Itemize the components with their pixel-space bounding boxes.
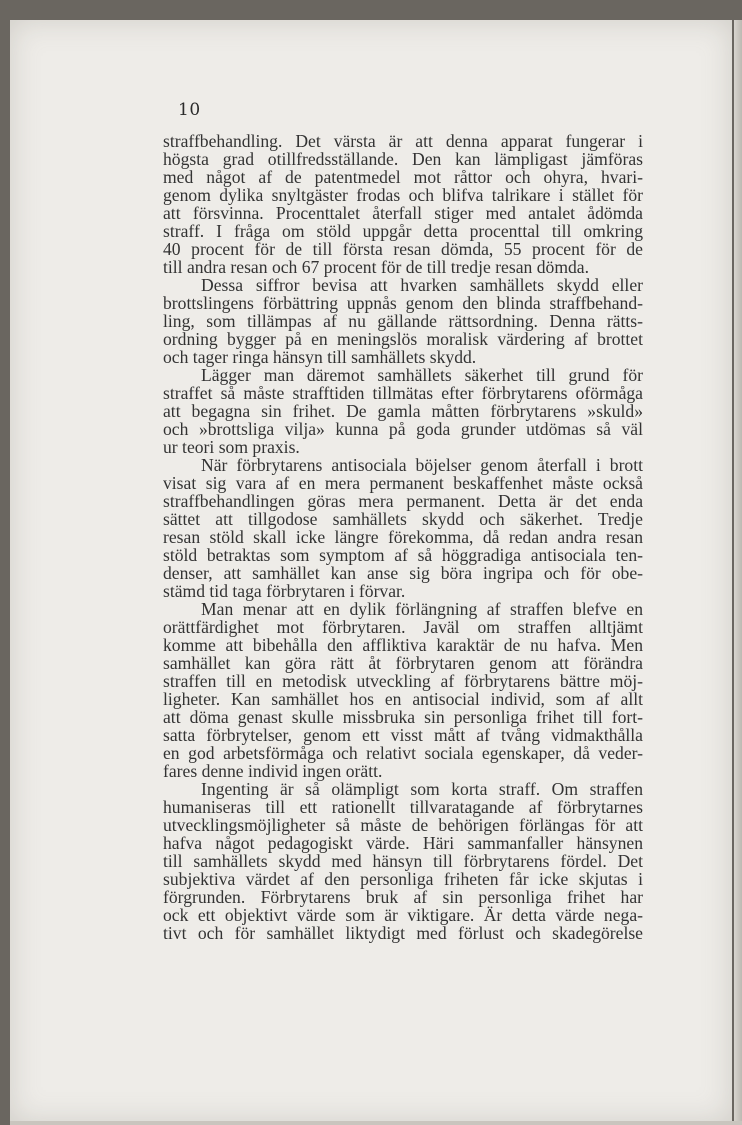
text-line: Dessa siffror bevisa att hvarken samhällets skydd eller <box>201 275 643 295</box>
text-line: straff. I fråga om stöld uppgår detta procenttal till omkring <box>163 221 643 241</box>
text-line: samhället kan göra rätt åt förbrytaren genom att förändra <box>163 653 643 673</box>
text-line: genom dylika snyltgäster frodas och blifva talrikare i stället för <box>163 185 643 205</box>
text-line: orättfärdighet mot förbrytaren. Javäl om straffen alltjämt <box>163 617 643 637</box>
text-line: tivt och för samhället liktydigt med förlust och skadegörelse <box>163 923 643 943</box>
page-edge-right <box>734 20 742 1123</box>
text-line: att döma genast skulle missbruka sin personliga frihet till fort- <box>163 707 643 727</box>
text-line: När förbrytarens antisociala böjelser genom återfall i brott <box>201 455 643 475</box>
text-line: högsta grad otillfredsställande. Den kan lämpligast jämföras <box>163 149 643 169</box>
text-line: Ingenting är så olämpligt som korta straff. Om straffen <box>201 779 643 799</box>
text-line: hafva något pedagogiskt värde. Häri sammanfaller hänsynen <box>163 833 643 853</box>
text-line: straffbehandling. Det värsta är att denna apparat fungerar i <box>163 131 643 151</box>
page-number: 10 <box>178 100 201 120</box>
text-line: och »brottsliga vilja» kunna på goda grunder utdömas så väl <box>163 419 643 439</box>
text-line: denser, att samhället kan anse sig böra ingripa och för obe- <box>163 563 643 583</box>
text-line: att begagna sin frihet. De gamla måtten förbrytarens »skuld» <box>163 401 643 421</box>
text-line: humaniseras till ett rationellt tillvaratagande af förbrytarnes <box>163 797 643 817</box>
text-line: till samhällets skydd med hänsyn till förbrytarens fördel. Det <box>163 851 643 871</box>
text-line: Man menar att en dylik förlängning af straffen blefve en <box>201 599 643 619</box>
text-line: att försvinna. Procenttalet återfall stiger med antalet ådömda <box>163 203 643 223</box>
text-line: stöld betraktas som symptom af så höggradiga antisociala ten- <box>163 545 643 565</box>
text-line: straffen till en metodisk utveckling af förbrytarens bättre möj- <box>163 671 643 691</box>
text-line: Lägger man däremot samhällets säkerhet till grund för <box>201 365 643 385</box>
text-line: sättet att tillgodose samhällets skydd och säkerhet. Tredje <box>163 509 643 529</box>
text-line: brottslingens förbättring uppnås genom den blinda straffbehand- <box>163 293 643 313</box>
text-line: resan stöld skall icke längre förekomma, då redan andra resan <box>163 527 643 547</box>
text-line: 40 procent för de till första resan dömda, 55 procent för de <box>163 239 643 259</box>
text-line: med något af de patentmedel mot råttor och ohyra, hvari- <box>163 167 643 187</box>
text-line: visat sig vara af en mera permanent beskaffenhet måste också <box>163 473 643 493</box>
text-line: ligheter. Kan samhället hos en antisocial individ, som af allt <box>163 689 643 709</box>
text-line: och tager ringa hänsyn till samhällets skydd. <box>163 347 477 367</box>
text-line: ling, som tillämpas af nu gällande rättsordning. Denna rätts- <box>163 311 643 331</box>
text-line: satta förbrytelser, genom ett visst mått af tvång vidmakthålla <box>163 725 643 745</box>
text-line: straffbehandlingen göras mera permanent. Detta är det enda <box>163 491 643 511</box>
text-line: stämd tid taga förbrytaren i förvar. <box>163 581 406 601</box>
text-line: fares denne individ ingen orätt. <box>163 761 383 781</box>
text-line: utvecklingsmöjligheter så måste de behörigen förlängas för att <box>163 815 643 835</box>
text-line: en god arbetsförmåga och relativt sociala egenskaper, då veder- <box>163 743 643 763</box>
page-edge-bottom <box>10 1121 742 1125</box>
text-line: till andra resan och 67 procent för de till tredje resan dömda. <box>163 257 590 277</box>
text-line: ur teori som praxis. <box>163 437 300 457</box>
text-line: straffet så måste strafftiden tillmätas efter förbrytarens oförmåga <box>163 383 643 403</box>
text-line: ordning bygger på en meningslös moralisk värdering af brottet <box>163 329 643 349</box>
text-line: subjektiva värdet af den personliga friheten får icke skjutas i <box>163 869 643 889</box>
text-line: ock ett objektivt värde som är viktigare. Är detta värde nega- <box>163 905 643 925</box>
text-line: komme att bibehålla den affliktiva karaktär de nu hafva. Men <box>163 635 643 655</box>
body-text <box>163 132 643 942</box>
text-line: förgrunden. Förbrytarens bruk af sin personliga frihet har <box>163 887 643 907</box>
